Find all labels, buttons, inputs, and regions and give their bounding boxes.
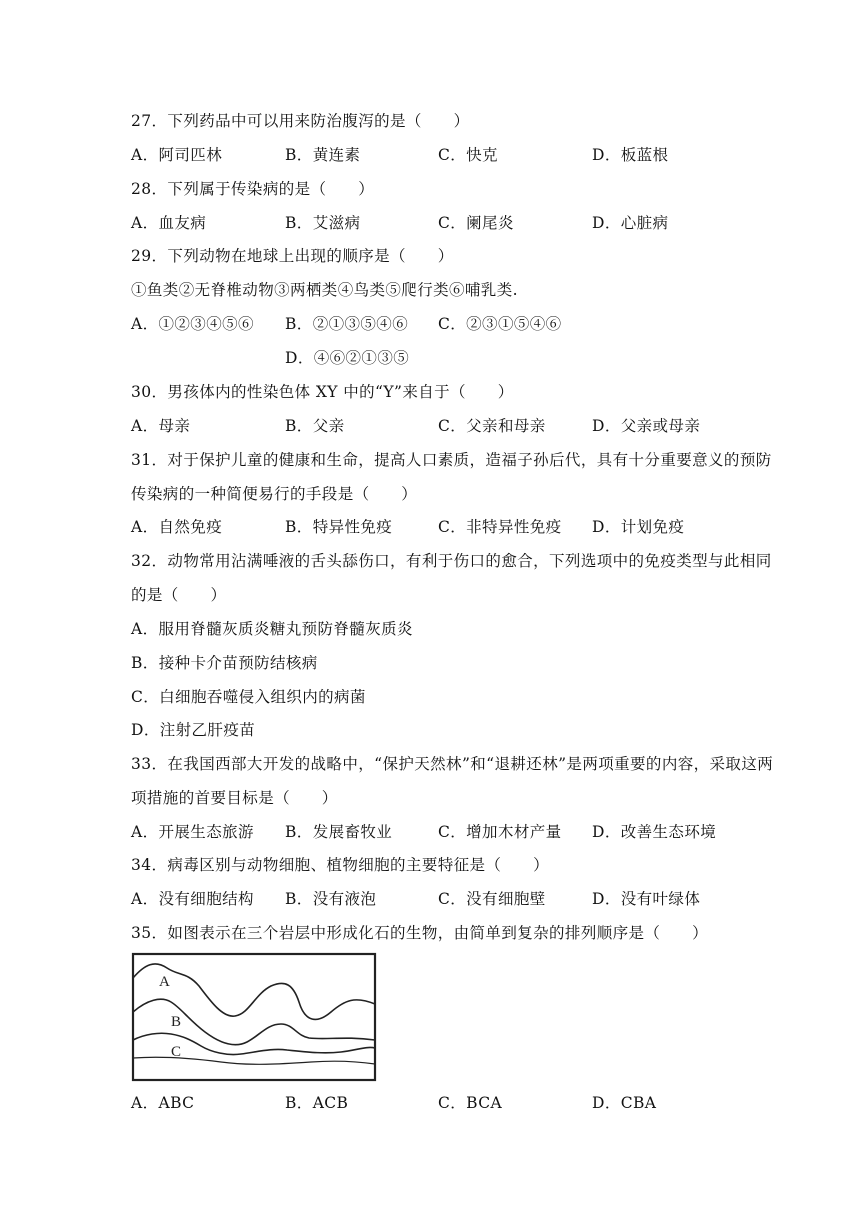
question-33-stem: 33．在我国西部大开发的战略中，“保护天然林”和“退耕还林”是两项重要的内容，采取这两 (131, 755, 774, 773)
q33-option-b: B．发展畜牧业 (285, 823, 393, 841)
q27-option-b: B．黄连素 (285, 146, 361, 164)
q34-option-a: A．没有细胞结构 (131, 890, 254, 908)
q32-option-b: B．接种卡介苗预防结核病 (131, 654, 318, 672)
q30-option-c: C．父亲和母亲 (438, 417, 546, 435)
q34-option-d: D．没有叶绿体 (592, 890, 701, 908)
q30-option-b: B．父亲 (285, 417, 345, 435)
layer-label-c: C (171, 1044, 182, 1060)
question-32-stem: 32．动物常用沾满唾液的舌头舔伤口，有利于伤口的愈合，下列选项中的免疫类型与此相同 (131, 552, 772, 570)
q30-option-d: D．父亲或母亲 (592, 417, 701, 435)
q28-option-a: A．血友病 (131, 214, 207, 232)
q31-option-a: A．自然免疫 (131, 518, 223, 536)
q35-option-b: B．ACB (285, 1094, 349, 1112)
q30-option-a: A．母亲 (131, 417, 191, 435)
question-28-stem: 28．下列属于传染病的是（ ） (131, 180, 375, 198)
question-27-stem: 27．下列药品中可以用来防治腹泻的是（ ） (131, 112, 470, 130)
q27-option-a: A．阿司匹林 (131, 146, 223, 164)
q33-option-c: C．增加木材产量 (438, 823, 562, 841)
q32-option-d: D．注射乙肝疫苗 (131, 721, 256, 739)
q32-option-c: C．白细胞吞噬侵入组织内的病菌 (131, 688, 366, 706)
question-35-stem: 35．如图表示在三个岩层中形成化石的生物，由简单到复杂的排列顺序是（ ） (131, 924, 709, 942)
q28-option-d: D．心脏病 (592, 214, 669, 232)
q33-option-a: A．开展生态旅游 (131, 823, 254, 841)
q31-option-c: C．非特异性免疫 (438, 518, 562, 536)
q29-option-a: A．①②③④⑤⑥ (131, 315, 254, 333)
q28-option-b: B．艾滋病 (285, 214, 361, 232)
q31-option-d: D．计划免疫 (592, 518, 685, 536)
layer-label-b: B (171, 1014, 182, 1030)
q34-option-b: B．没有液泡 (285, 890, 377, 908)
question-29-sequence: ①鱼类②无脊椎动物③两栖类④鸟类⑤爬行类⑥哺乳类. (131, 281, 518, 299)
question-31-stem: 31．对于保护儿童的健康和生命，提高人口素质，造福子孙后代，具有十分重要意义的预防 (131, 451, 772, 469)
question-30-stem: 30．男孩体内的性染色体 XY 中的“Y”来自于（ ） (131, 383, 514, 401)
question-34-stem: 34．病毒区别与动物细胞、植物细胞的主要特征是（ ） (131, 856, 550, 874)
question-32-stem-cont: 的是（ ） (131, 586, 227, 604)
q29-option-d: D．④⑥②①③⑤ (285, 349, 410, 367)
q29-option-c: C．②③①⑤④⑥ (438, 315, 562, 333)
q29-option-b: B．②①③⑤④⑥ (285, 315, 409, 333)
q28-option-c: C．阑尾炎 (438, 214, 514, 232)
q34-option-c: C．没有细胞壁 (438, 890, 546, 908)
rock-layers-figure (131, 952, 377, 1082)
question-31-stem-cont: 传染病的一种简便易行的手段是（ ） (131, 485, 418, 503)
q27-option-c: C．快克 (438, 146, 498, 164)
q27-option-d: D．板蓝根 (592, 146, 669, 164)
q35-option-d: D．CBA (592, 1094, 657, 1112)
q35-option-c: C．BCA (438, 1094, 503, 1112)
q33-option-d: D．改善生态环境 (592, 823, 717, 841)
question-29-stem: 29．下列动物在地球上出现的顺序是（ ） (131, 247, 454, 265)
q31-option-b: B．特异性免疫 (285, 518, 393, 536)
question-33-stem-cont: 项措施的首要目标是（ ） (131, 789, 338, 807)
layer-label-a: A (159, 974, 170, 990)
q32-option-a: A．服用脊髓灰质炎糖丸预防脊髓灰质炎 (131, 620, 413, 638)
q35-option-a: A．ABC (131, 1094, 195, 1112)
